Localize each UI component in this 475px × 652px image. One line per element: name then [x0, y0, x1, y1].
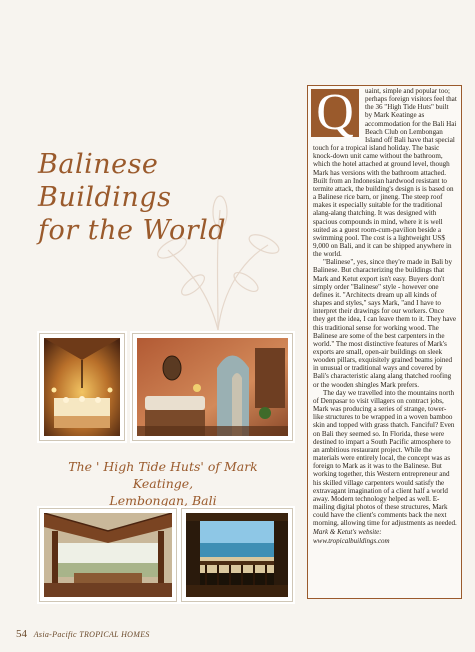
title-line-1: Balinese	[38, 149, 159, 180]
page-footer	[16, 628, 150, 640]
bathroom-photo	[132, 333, 293, 441]
title-line-3: for the World	[38, 215, 227, 246]
photo-caption	[38, 458, 288, 509]
article-body	[313, 87, 457, 545]
caption-line-2: Lembongan, Bali	[109, 493, 217, 508]
drop-cap: Q	[311, 89, 359, 137]
paragraph-3: The day we travelled into the mountains north of Denpasar to visit villagers on contract jobs, Mark was producing a series of strange, tower-like structures to be wrapped in a woven bamboo skin and topped with grass thatch. Fanciful? Even on Bali they seemed so. In Florida, these were destined to impart a South Pacific atmosphere to an ambitious restaurant project. While the materials were entirely local, the concept was as foreign to Mark as it was to the Balinese. But working together, this Western entrepreneur and his skilled village carpenters would satisfy the extravagant imagination of a client half a world away. Modern technology helped as well. E-mailing digital photos of these structures, Mark could have the client's comments back the next morning, allowing time for adjustments as needed.	[313, 388, 457, 528]
bedroom-photo	[39, 333, 125, 441]
paragraph-1: uaint, simple and popular too; perhaps foreign visitors feel that the 36 "High Tide Huts" built by Mark Keatinge as accommodation for the Bali Hai Beach Club on Lembongan Island off Bali have that special touch for a tropical island holiday. The basic knock-down unit came without the bathroom, which the hotel attached at ground level, though Mark has versions with the bathroom attached. Built from an Indonesian hardwood resistant to termite attack, the building's design is is based on a Balinese rice barn, or jineng. The steep roof makes it especially suitable for the traditional alang-alang thatching. It was designed with spacious compounds in mind, where it is well suited as a guest room-cum-pavilion beside a swimming pool. The cost is a lightweight US$ 9,000 on Bali, and it can be shipped anywhere in the world.	[313, 87, 457, 259]
website-label: Mark & Ketut's website:	[313, 528, 382, 537]
paragraph-2: "Balinese", yes, since they're made in Bali by Balinese. But characterizing the buildings that Mark and Ketut export isn't easy. Buyers don't simply order "Balinese" style - however one defines it. "Architects dream up all kinds of shapes and styles," says Mark, "and I have to interpret their drawings for our workers. Once they get the idea, I can leave them to it. They have this traditional sense for working wood. The Balinese are some of the best carpenters in the world." The most distinctive features of Mark's exports are small, open-air buildings on sleek wooden pillars, exquisitely grained beams joined in unusual or traditional ways and covered by Bali's characteristic alang alang thatched roofing or the wooden shingles Mark prefers.	[313, 258, 457, 389]
website-link[interactable]: www.tropicalbuildings.com	[313, 536, 390, 545]
page-number: 54	[16, 628, 27, 640]
veranda-sea-view-photo	[181, 508, 293, 602]
title-line-2: Buildings	[38, 182, 172, 213]
article-text-column	[307, 85, 462, 599]
magazine-name: Asia-Pacific TROPICAL HOMES	[33, 630, 150, 639]
pavilion-interior-photo	[39, 508, 177, 602]
article-title	[38, 148, 268, 247]
website-line	[313, 528, 457, 544]
caption-line-1: The ' High Tide Huts' of Mark Keatinge,	[68, 459, 258, 491]
